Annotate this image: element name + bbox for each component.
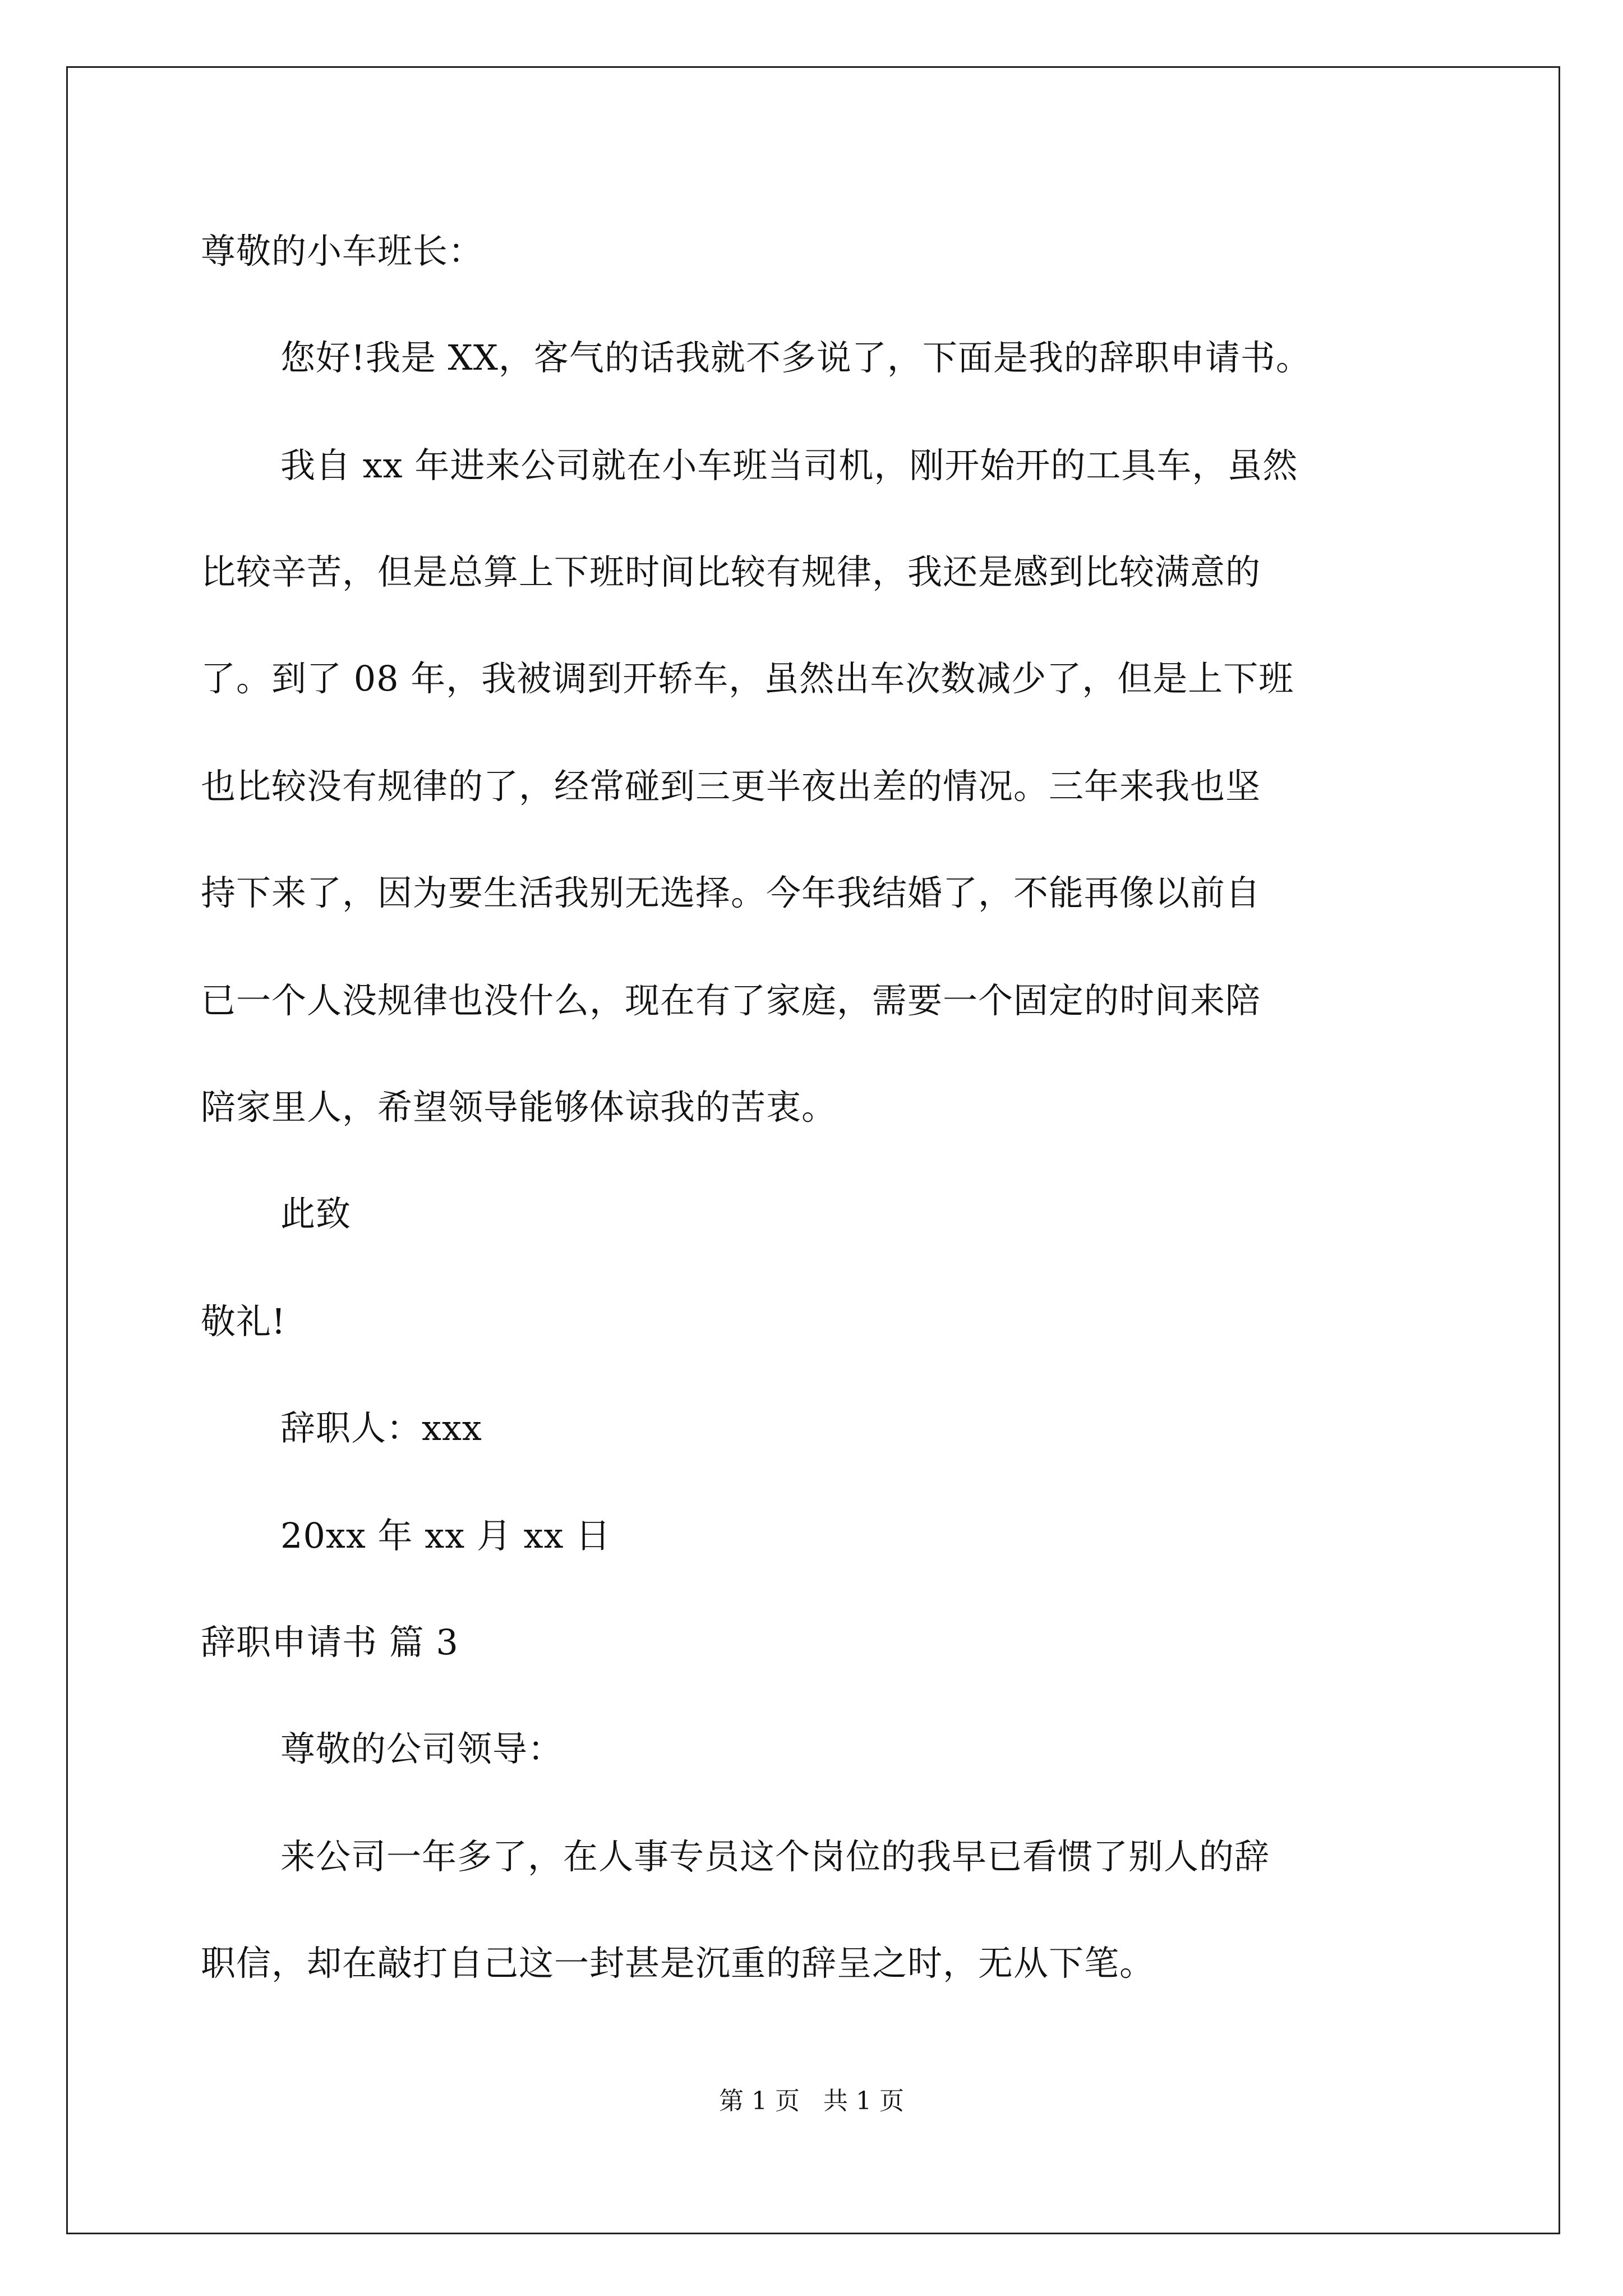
paragraph-line: 已一个人没规律也没什么，现在有了家庭，需要一个固定的时间来陪 bbox=[201, 980, 1261, 1021]
closing-salute: 敬礼! bbox=[201, 1301, 286, 1342]
page-border bbox=[66, 66, 1560, 2234]
paragraph-line: 来公司一年多了，在人事专员这个岗位的我早已看惯了别人的辞 bbox=[280, 1836, 1270, 1877]
closing-line: 此致 bbox=[280, 1193, 352, 1234]
paragraph-line: 也比较没有规律的了，经常碰到三更半夜出差的情况。三年来我也坚 bbox=[201, 766, 1261, 807]
page-number: 第 1 页 bbox=[719, 2087, 800, 2115]
paragraph-line: 我自 xx 年进来公司就在小车班当司机，刚开始开的工具车，虽然 bbox=[280, 445, 1298, 486]
paragraph-line: 职信，却在敲打自己这一封甚是沉重的辞呈之时，无从下笔。 bbox=[201, 1943, 1155, 1984]
date-line: 20xx 年 xx 月 xx 日 bbox=[280, 1515, 611, 1556]
paragraph-line: 陪家里人，希望领导能够体谅我的苦衷。 bbox=[201, 1087, 837, 1128]
paragraph-line: 比较辛苦，但是总算上下班时间比较有规律，我还是感到比较满意的 bbox=[201, 551, 1261, 592]
signature-line: 辞职人：xxx bbox=[280, 1407, 482, 1448]
page-total: 共 1 页 bbox=[823, 2087, 904, 2115]
salutation: 尊敬的小车班长： bbox=[201, 231, 484, 272]
paragraph-line: 您好!我是 XX，客气的话我就不多说了，下面是我的辞职申请书。 bbox=[280, 337, 1311, 378]
paragraph-line: 了。到了 08 年，我被调到开轿车，虽然出车次数减少了，但是上下班 bbox=[201, 658, 1294, 699]
page-footer bbox=[0, 2086, 1623, 2117]
paragraph-line: 持下来了，因为要生活我别无选择。今年我结婚了，不能再像以前自 bbox=[201, 872, 1261, 913]
salutation: 尊敬的公司领导： bbox=[280, 1728, 564, 1769]
section-heading: 辞职申请书 篇 3 bbox=[201, 1622, 459, 1663]
